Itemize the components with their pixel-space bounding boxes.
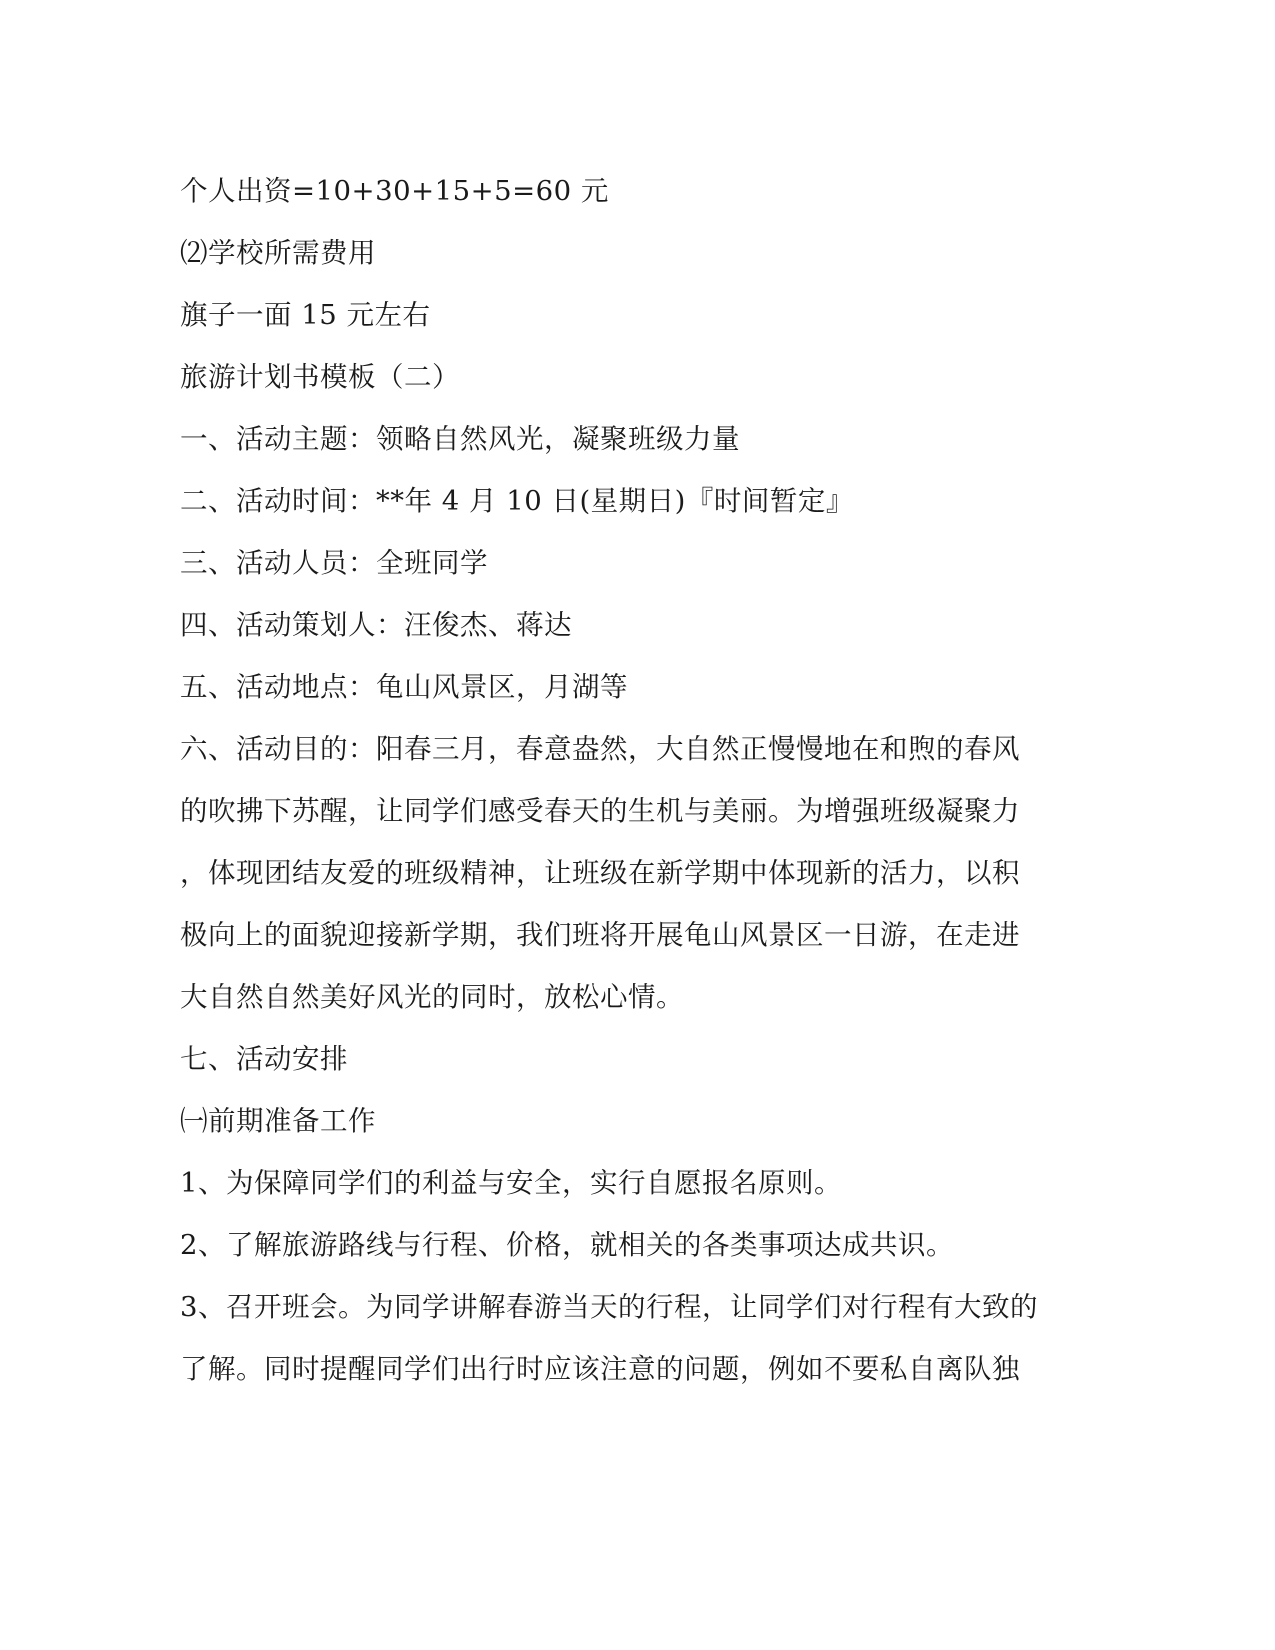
text-line-activity-purpose-cont-4: 大自然自然美好风光的同时，放松心情。: [180, 981, 684, 1013]
text-line-item-2: 2、了解旅游路线与行程、价格，就相关的各类事项达成共识。: [180, 1229, 954, 1261]
text-line-activity-planner: 四、活动策划人：汪俊杰、蒋达: [180, 609, 572, 641]
text-line-activity-purpose-cont-1: 的吹拂下苏醒，让同学们感受春天的生机与美丽。为增强班级凝聚力: [180, 795, 1020, 827]
text-line-activity-people: 三、活动人员：全班同学: [180, 547, 488, 579]
text-line-school-cost-heading: ⑵学校所需费用: [180, 237, 376, 269]
text-line-activity-theme: 一、活动主题：领略自然风光，凝聚班级力量: [180, 423, 740, 455]
text-line-flag-cost: 旗子一面 15 元左右: [180, 299, 431, 331]
text-line-item-1: 1、为保障同学们的利益与安全，实行自愿报名原则。: [180, 1167, 842, 1199]
text-line-activity-arrangement: 七、活动安排: [180, 1043, 348, 1075]
text-line-activity-purpose-cont-3: 极向上的面貌迎接新学期，我们班将开展龟山风景区一日游，在走进: [180, 919, 1020, 951]
text-line-activity-location: 五、活动地点：龟山风景区，月湖等: [180, 671, 628, 703]
text-line-item-3: 3、召开班会。为同学讲解春游当天的行程，让同学们对行程有大致的: [180, 1291, 1038, 1323]
text-line-preparation-heading: ㈠前期准备工作: [180, 1105, 376, 1137]
text-line-personal-cost: 个人出资=10+30+15+5=60 元: [180, 175, 609, 207]
text-line-activity-purpose: 六、活动目的：阳春三月，春意盎然，大自然正慢慢地在和煦的春风: [180, 733, 1020, 765]
section-title-template-two: 旅游计划书模板（二）: [180, 361, 460, 393]
text-line-activity-purpose-cont-2: ，体现团结友爱的班级精神，让班级在新学期中体现新的活力，以积: [180, 857, 1020, 889]
text-line-activity-time: 二、活动时间：**年 4 月 10 日(星期日)『时间暂定』: [180, 485, 854, 517]
document-body: [180, 160, 1040, 1400]
text-line-item-3-cont: 了解。同时提醒同学们出行时应该注意的问题，例如不要私自离队独: [180, 1353, 1020, 1385]
